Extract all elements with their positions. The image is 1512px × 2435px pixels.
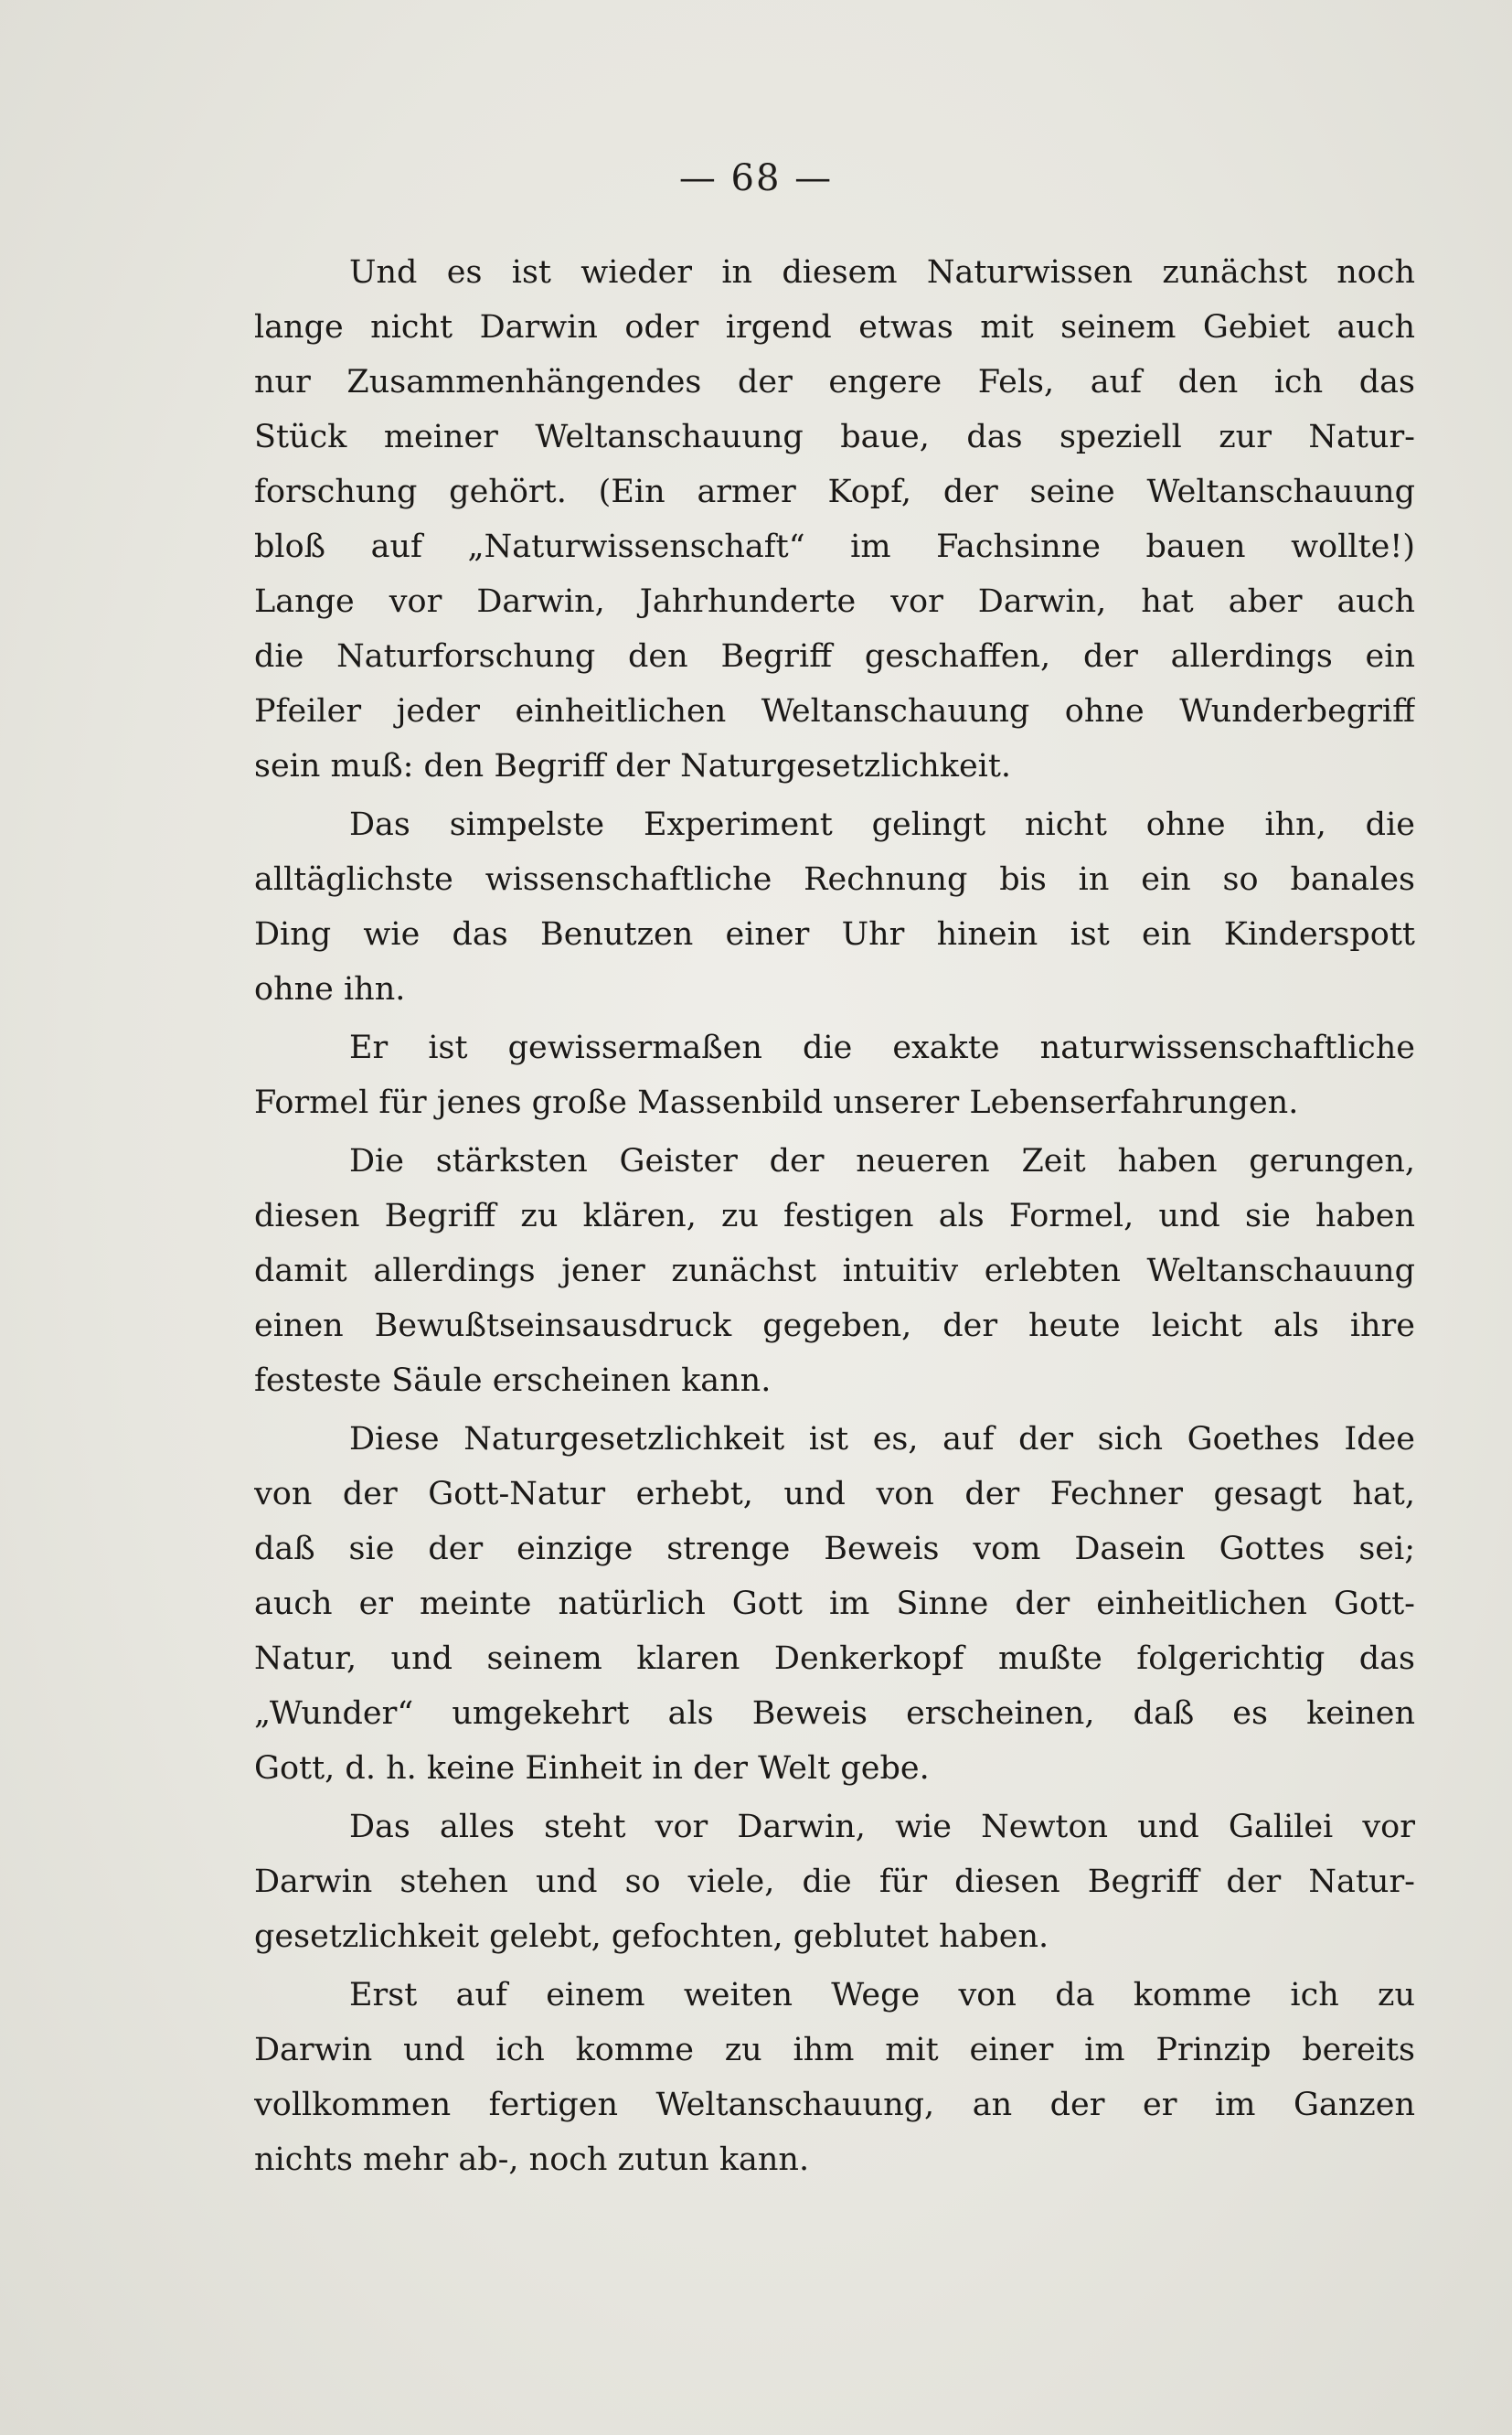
- text-line: „Wunder“ umgekehrt als Beweis erscheinen, daß es keinen: [254, 1695, 1415, 1732]
- page-number: — 68 —: [678, 157, 834, 199]
- text-line: Darwin und ich komme zu ihm mit einer im Prinzip bereits: [254, 2032, 1415, 2068]
- text-line: vollkommen fertigen Weltanschauung, an der er im Ganzen: [254, 2087, 1415, 2123]
- text-line: daß sie der einzige strenge Beweis vom Dasein Gottes sei;: [254, 1531, 1415, 1567]
- text-line: alltäglichste wissenschaftliche Rechnung bis in ein so banales: [254, 861, 1415, 898]
- text-line: forschung gehört. (Ein armer Kopf, der seine Weltanschauung: [254, 474, 1415, 510]
- text-line: lange nicht Darwin oder irgend etwas mit seinem Gebiet auch: [254, 309, 1415, 346]
- text-line: Diese Naturgesetzlichkeit ist es, auf der sich Goethes Idee: [349, 1421, 1415, 1458]
- body-text: [254, 245, 1415, 2191]
- text-line: Und es ist wieder in diesem Naturwissen zunächst noch: [349, 254, 1415, 291]
- text-line: Natur, und seinem klaren Denkerkopf mußte folgerichtig das: [254, 1640, 1415, 1677]
- text-line: bloß auf „Naturwissenschaft“ im Fachsinne bauen wollte!): [254, 529, 1415, 565]
- text-line: Formel für jenes große Massenbild unserer Lebenserfahrungen.: [254, 1084, 1299, 1121]
- text-line: nur Zusammenhängendes der engere Fels, auf den ich das: [254, 364, 1415, 400]
- text-line: Die stärksten Geister der neueren Zeit haben gerungen,: [349, 1143, 1415, 1180]
- text-line: damit allerdings jener zunächst intuitiv erlebten Weltanschauung: [254, 1253, 1415, 1289]
- text-line: Darwin stehen und so viele, die für diesen Begriff der Natur-: [254, 1864, 1415, 1900]
- text-line: Ding wie das Benutzen einer Uhr hinein ist ein Kinderspott: [254, 916, 1415, 953]
- text-line: sein muß: den Begriff der Naturgesetzlichkeit.: [254, 748, 1012, 785]
- text-line: Er ist gewissermaßen die exakte naturwissenschaftliche: [349, 1030, 1415, 1066]
- text-line: Gott, d. h. keine Einheit in der Welt gebe.: [254, 1750, 930, 1787]
- text-line: einen Bewußtseinsausdruck gegeben, der heute leicht als ihre: [254, 1308, 1415, 1344]
- text-line: gesetzlichkeit gelebt, gefochten, geblutet haben.: [254, 1918, 1049, 1955]
- text-line: auch er meinte natürlich Gott im Sinne der einheitlichen Gott-: [254, 1586, 1415, 1622]
- paragraph: [254, 1800, 1415, 1964]
- paragraph: [254, 797, 1415, 1017]
- paragraph: [254, 1134, 1415, 1408]
- paragraph: [254, 1968, 1415, 2187]
- text-line: Pfeiler jeder einheitlichen Weltanschauung ohne Wunderbegriff: [254, 693, 1415, 730]
- text-line: Das alles steht vor Darwin, wie Newton und Galilei vor: [349, 1809, 1415, 1845]
- paragraph: [254, 1020, 1415, 1130]
- text-line: festeste Säule erscheinen kann.: [254, 1362, 772, 1399]
- text-line: nichts mehr ab-, noch zutun kann.: [254, 2141, 810, 2178]
- text-line: Lange vor Darwin, Jahrhunderte vor Darwin, hat aber auch: [254, 583, 1415, 620]
- text-line: die Naturforschung den Begriff geschaffen, der allerdings ein: [254, 638, 1415, 675]
- text-line: Das simpelste Experiment gelingt nicht ohne ihn, die: [349, 806, 1415, 843]
- text-line: Erst auf einem weiten Wege von da komme ich zu: [349, 1977, 1415, 2013]
- text-line: Stück meiner Weltanschauung baue, das speziell zur Natur-: [254, 419, 1415, 455]
- paragraph: [254, 1412, 1415, 1796]
- paragraph: [254, 245, 1415, 794]
- text-line: ohne ihn.: [254, 971, 406, 1008]
- text-line: diesen Begriff zu klären, zu festigen als Formel, und sie haben: [254, 1198, 1415, 1234]
- text-line: von der Gott-Natur erhebt, und von der Fechner gesagt hat,: [254, 1476, 1415, 1512]
